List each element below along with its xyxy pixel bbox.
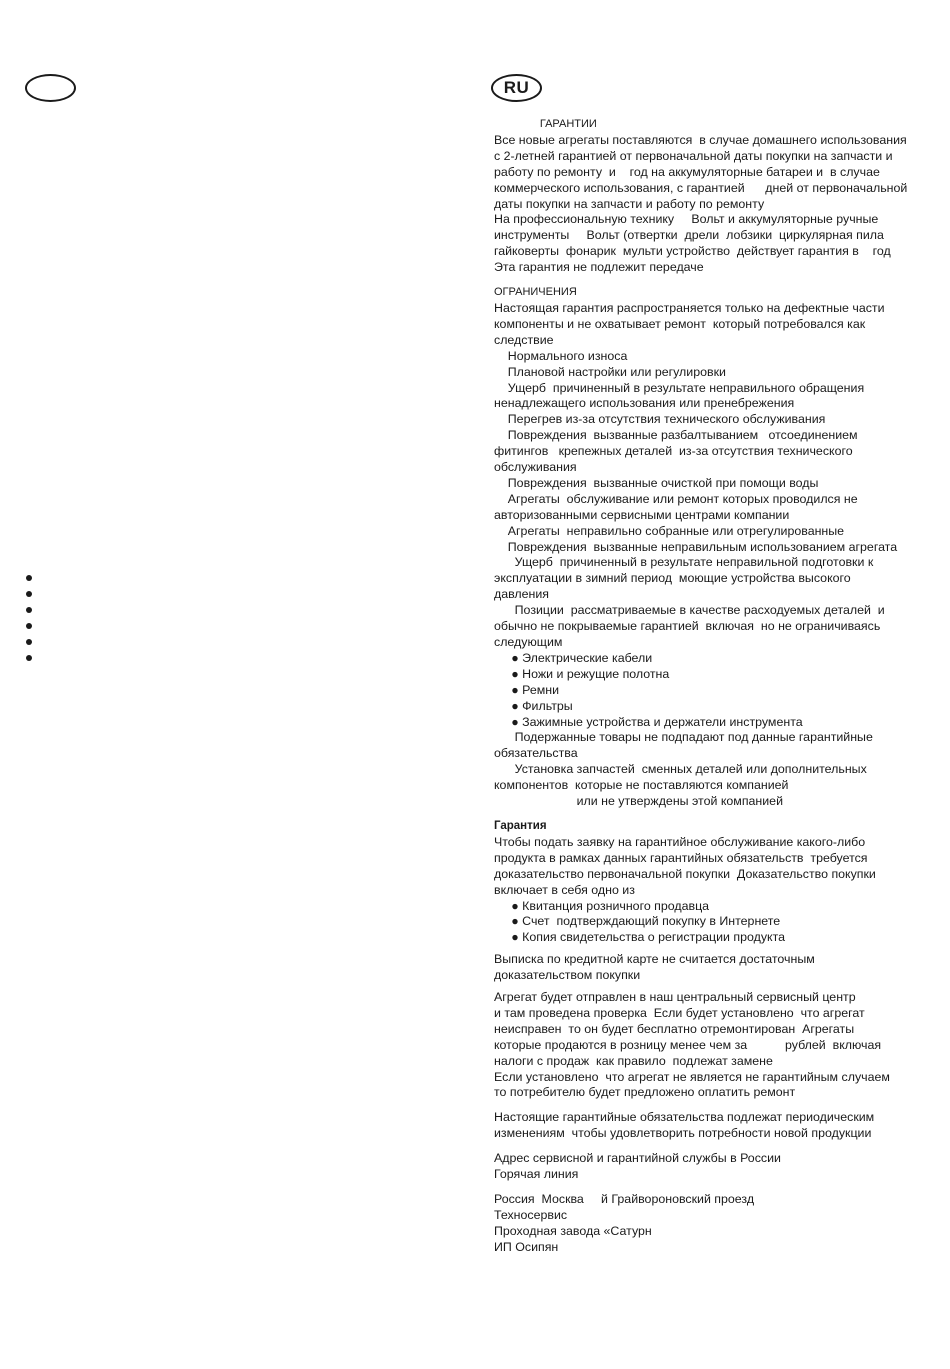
text-line: давления — [494, 587, 550, 602]
text-line: Настоящие гарантийные обязательства подлежат периодическим — [494, 1110, 875, 1125]
text-line: ненадлежащего использования или пренебрежения — [494, 396, 795, 411]
text-line: неисправен то он будет бесплатно отремонтирован Агрегаты — [494, 1021, 855, 1036]
text-line: Повреждения вызванные очисткой при помощи воды — [494, 475, 819, 490]
text-line: Горячая линия — [494, 1167, 579, 1182]
text-line: Все новые агрегаты поставляются в случае домашнего использования — [494, 132, 907, 147]
text-line: работу по ремонту и год на аккумуляторные батареи и в случае — [494, 164, 880, 179]
text-line: Техносервис — [494, 1207, 568, 1222]
text-line: ● Ремни — [494, 682, 560, 697]
text-line: изменениям чтобы удовлетворить потребности новой продукции — [494, 1126, 872, 1141]
text-line: Если установлено что агрегат не является не гарантийным случаем — [494, 1069, 890, 1084]
text-line: авторизованными сервисными центрами компании — [494, 507, 790, 522]
text-line: ● Ножи и режущие полотна — [494, 666, 670, 681]
spacer — [494, 276, 944, 285]
text-line: Чтобы подать заявку на гарантийное обслуживание какого-либо — [494, 834, 866, 849]
text-line: Агрегаты неправильно собранные или отрегулированные — [494, 523, 845, 538]
text-line: Ущерб причиненный в результате неправильного обращения — [494, 380, 865, 395]
text-line: Установка запчастей сменных деталей или дополнительных — [494, 762, 867, 777]
text-line: Эта гарантия не подлежит передаче — [494, 260, 704, 275]
text-line: Адрес сервисной и гарантийной службы в России — [494, 1151, 781, 1166]
warranty-text-column — [494, 117, 944, 1256]
text-line: На профессиональную технику Вольт и аккумуляторные ручные — [494, 212, 879, 227]
text-line: Повреждения вызванные разбалтыванием отсоединением — [494, 428, 858, 443]
language-badge-left — [25, 74, 76, 102]
text-line: фитингов крепежных деталей из-за отсутствия технического — [494, 444, 853, 459]
text-line: Выписка по кредитной карте не считается достаточным — [494, 952, 815, 967]
section-heading: Гарантия — [494, 819, 547, 832]
text-line: ● Фильтры — [494, 698, 573, 713]
text-line: ● Копия свидетельства о регистрации продукта — [494, 930, 786, 945]
text-line: гайковерты фонарик мульти устройство действует гарантия в год — [494, 244, 891, 259]
text-line: или не утверждены этой компанией — [494, 794, 783, 809]
text-line: которые продаются в розницу менее чем за рублей включая — [494, 1037, 882, 1052]
text-line: даты покупки на запчасти и работу по ремонту — [494, 196, 765, 211]
section-heading: ГАРАНТИИ — [494, 118, 597, 130]
text-line: Нормального износа — [494, 348, 628, 363]
text-line: ИП Осипян — [494, 1239, 559, 1254]
text-line: Агрегаты обслуживание или ремонт которых проводился не — [494, 491, 858, 506]
text-line: следующим — [494, 635, 563, 649]
text-line: Россия Москва й Грайвороновский проезд — [494, 1192, 755, 1206]
text-line: инструменты Вольт (отвертки дрели лобзики циркулярная пила — [494, 228, 884, 243]
text-line: компоненты и не охватывает ремонт который потребовался как — [494, 316, 866, 331]
text-line: налоги с продаж как правило подлежат замене — [494, 1053, 773, 1068]
spacer — [494, 1183, 944, 1192]
text-line: Перегрев из-за отсутствия технического обслуживания — [494, 412, 826, 427]
text-line: включает в себя одно из — [494, 882, 635, 897]
text-line: обычно не покрываемые гарантией включая но не ограничиваясь — [494, 619, 881, 634]
text-line: Плановой настройки или регулировки — [494, 364, 726, 379]
text-line: то потребителю будет предложено оплатить ремонт — [494, 1085, 796, 1100]
text-line: ● Счет подтверждающий покупку в Интернете — [494, 914, 781, 929]
section-heading: ОГРАНИЧЕНИЯ — [494, 286, 577, 299]
text-line: коммерческого использования, с гарантией дней от первоначальной — [494, 180, 908, 195]
text-line: Агрегат будет отправлен в наш центральный сервисный центр — [494, 990, 856, 1005]
text-line: ● Зажимные устройства и держатели инструмента — [494, 714, 803, 729]
left-bullet-dot — [26, 591, 32, 597]
left-bullet-dot — [26, 639, 32, 645]
spacer — [494, 1142, 944, 1151]
left-bullet-dot — [26, 623, 32, 629]
text-line: доказательством покупки — [494, 968, 641, 983]
text-line: Ущерб причиненный в результате неправильной подготовки к — [494, 555, 874, 570]
left-bullet-dot — [26, 607, 32, 613]
text-line: ● Электрические кабели — [494, 650, 653, 665]
left-bullet-dot — [26, 575, 32, 581]
text-line: с 2-летней гарантией от первоначальной даты покупки на запчасти и — [494, 148, 893, 163]
text-line: Повреждения вызванные неправильным использованием агрегата — [494, 539, 898, 554]
spacer — [494, 1101, 944, 1110]
text-line: Проходная завода «Сатурн — [494, 1223, 652, 1238]
text-line: эксплуатации в зимний период моющие устройства высокого — [494, 571, 851, 586]
left-bullet-dot — [26, 655, 32, 661]
text-line: и там проведена проверка Если будет установлено что агрегат — [494, 1005, 865, 1020]
text-line: обслуживания — [494, 460, 577, 475]
text-line: ● Квитанция розничного продавца — [494, 898, 710, 913]
text-line: Позиции рассматриваемые в качестве расходуемых деталей и — [494, 603, 885, 618]
text-line: обязательства — [494, 746, 578, 761]
language-badge-ru: RU — [491, 74, 542, 102]
text-line: Настоящая гарантия распространяется только на дефектные части — [494, 300, 885, 315]
text-line: доказательство первоначальной покупки Доказательство покупки — [494, 866, 876, 881]
text-line: Подержанные товары не подпадают под данные гарантийные — [494, 730, 873, 745]
spacer — [494, 810, 944, 819]
left-bullet-list — [26, 575, 32, 671]
text-line: продукта в рамках данных гарантийных обязательств требуется — [494, 850, 868, 865]
text-line: следствие — [494, 332, 554, 347]
text-line: компонентов которые не поставляются компанией — [494, 778, 789, 793]
